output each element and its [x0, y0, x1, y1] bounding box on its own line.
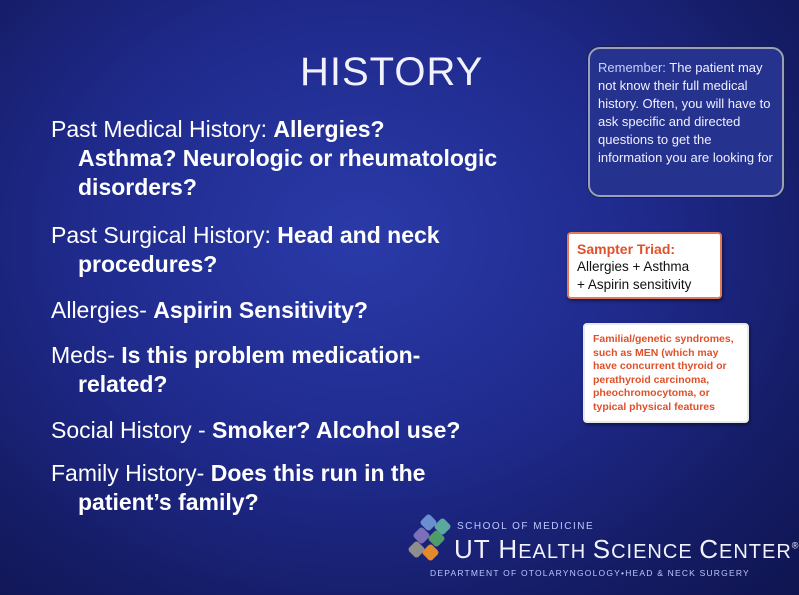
sampter-line-1: Allergies + Asthma	[577, 259, 690, 274]
bullet-social-history	[51, 416, 571, 445]
bullet-lead: Past Surgical History:	[51, 222, 278, 248]
logo-ut-h: UT H	[454, 534, 519, 564]
note-text: The patient may not know their full medical history. Often, you will have to ask specific and directed questions to get the information you are looking for	[598, 60, 773, 165]
logo-school-text: SCHOOL OF MEDICINE	[457, 521, 595, 532]
bullet-bold: Allergies?	[273, 116, 385, 142]
sampter-triad-card	[567, 232, 722, 299]
logo-department-text: DEPARTMENT OF OTOLARYNGOLOGY•HEAD & NECK SURGERY	[430, 568, 750, 578]
bullet-lead: Meds-	[51, 342, 122, 368]
bullet-continuation: patient’s family?	[78, 489, 259, 515]
logo-c: C	[699, 534, 719, 564]
bullet-lead: Past Medical History:	[51, 116, 274, 142]
bullet-continuation: related?	[78, 371, 168, 397]
bullet-bold: Is this problem medication-	[121, 342, 421, 368]
bullet-past-medical-history	[51, 115, 571, 202]
bullet-continuation: procedures?	[78, 251, 218, 277]
bullet-lead: Allergies-	[51, 297, 154, 323]
logo-enter: ENTER	[719, 541, 792, 563]
sampter-line-2: + Aspirin sensitivity	[577, 277, 692, 292]
registered-mark: ®	[791, 540, 799, 551]
bullet-allergies	[51, 296, 571, 325]
familial-syndromes-card	[583, 323, 749, 423]
logo-cience: CIENCE	[611, 541, 700, 563]
slide-title: HISTORY	[300, 50, 484, 94]
bullet-bold: Does this run in the	[210, 460, 426, 486]
ut-health-science-center-logo	[410, 514, 799, 580]
bullet-family-history	[51, 459, 571, 517]
bullet-bold: Smoker? Alcohol use?	[212, 417, 461, 443]
sampter-heading: Sampter Triad:	[577, 241, 676, 257]
bullet-lead: Social History -	[51, 417, 213, 443]
bullet-bold: Aspirin Sensitivity?	[153, 297, 368, 323]
bullet-meds	[51, 341, 571, 399]
logo-ealth: EALTH	[518, 541, 593, 563]
hexagon-cluster-icon	[410, 514, 454, 570]
logo-s: S	[592, 534, 612, 564]
bullet-continuation: Asthma? Neurologic or rheumatologic disorders?	[78, 145, 498, 200]
bullet-past-surgical-history	[51, 221, 571, 279]
logo-institution-name	[454, 534, 799, 565]
note-label: Remember:	[598, 60, 666, 75]
remember-note-box	[588, 47, 784, 197]
familial-text: Familial/genetic syndromes, such as MEN (which may have concurrent thyroid or perathyroid carcinoma, pheochromocytoma, or typical physical features	[593, 333, 734, 413]
bullet-lead: Family History-	[51, 460, 211, 486]
bullet-bold: Head and neck	[277, 222, 440, 248]
